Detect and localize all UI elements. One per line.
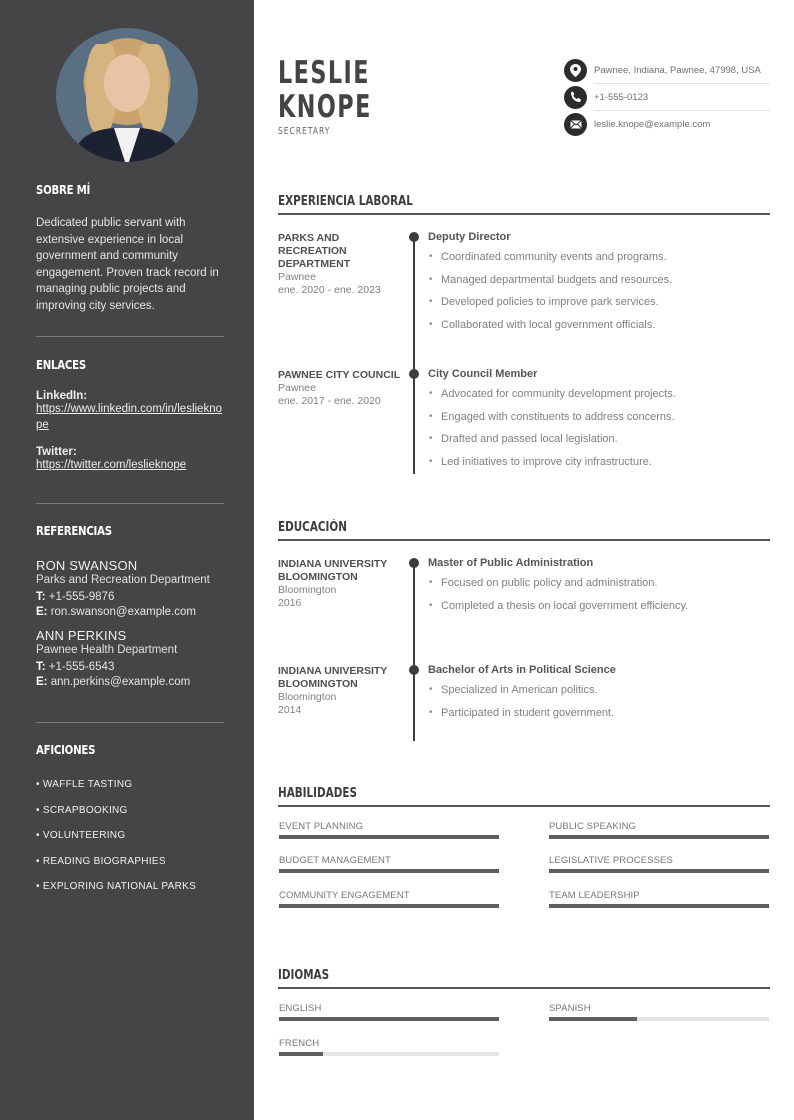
reference-email: ron.swanson@example.com bbox=[50, 606, 196, 618]
language-bar-fill bbox=[279, 1052, 323, 1056]
language-label: SPANISH bbox=[549, 1003, 591, 1014]
experience-detail bbox=[428, 231, 768, 341]
full-name bbox=[278, 56, 372, 124]
education-timeline bbox=[413, 563, 415, 741]
bullet-item: • Drafted and passed local legislation. bbox=[429, 433, 618, 445]
reference-org: Pawnee Health Department bbox=[36, 644, 178, 656]
linkedin-link[interactable]: https://www.linkedin.com/in/leslieknope bbox=[36, 403, 222, 431]
section-rule bbox=[278, 987, 770, 989]
about-text: Dedicated public servant with extensive experience in local government and community engagement. Proven track record in managing public projects and improving city services. bbox=[36, 217, 219, 312]
bullet-item: • Collaborated with local government officials. bbox=[429, 318, 656, 331]
degree-title: Master of Public Administration bbox=[428, 557, 594, 569]
location: Pawnee bbox=[278, 382, 316, 394]
skill-item bbox=[279, 821, 499, 839]
skill-bar bbox=[279, 869, 499, 873]
position-title: Deputy Director bbox=[428, 231, 511, 243]
phone-label: T: bbox=[36, 661, 46, 673]
hobby-item: • VOLUNTEERING bbox=[36, 830, 126, 841]
reference-email: ann.perkins@example.com bbox=[50, 676, 191, 688]
timeline-dot bbox=[409, 369, 419, 379]
skill-bar bbox=[549, 869, 769, 873]
skill-bar-fill bbox=[279, 904, 499, 908]
reference-item bbox=[36, 558, 224, 620]
section-rule bbox=[278, 539, 770, 541]
divider bbox=[36, 722, 224, 723]
location-pin-icon bbox=[564, 59, 587, 82]
hobby-label: SCRAPBOOKING bbox=[42, 804, 128, 816]
skill-bar bbox=[279, 835, 499, 839]
links-section bbox=[36, 358, 224, 474]
bullet-item: • Led initiatives to improve city infrastructure. bbox=[429, 455, 652, 468]
phone-icon bbox=[564, 86, 587, 109]
timeline-dot bbox=[409, 665, 419, 675]
experience-meta bbox=[278, 232, 403, 297]
hobby-label: EXPLORING NATIONAL PARKS bbox=[42, 881, 197, 892]
education-title: EDUCACIÓN bbox=[278, 520, 347, 535]
location: Bloomington bbox=[278, 691, 337, 703]
phone-label: T: bbox=[36, 591, 46, 603]
institution: INDIANA UNIVERSITY BLOOMINGTON bbox=[278, 665, 388, 690]
sidebar bbox=[0, 0, 254, 1120]
bullet-item: • Participated in student government. bbox=[429, 706, 615, 719]
education-detail bbox=[428, 664, 768, 729]
institution: INDIANA UNIVERSITY BLOOMINGTON bbox=[278, 558, 388, 583]
divider bbox=[36, 503, 224, 504]
mail-icon bbox=[564, 113, 587, 136]
education-meta bbox=[278, 558, 403, 610]
hobby-item: • SCRAPBOOKING bbox=[36, 804, 128, 816]
education-meta bbox=[278, 665, 403, 717]
skill-label: BUDGET MANAGEMENT bbox=[279, 855, 391, 866]
reference-phone: +1-555-9876 bbox=[48, 591, 115, 603]
bullet-item: • Developed policies to improve park services. bbox=[429, 296, 659, 308]
bullet-item: • Focused on public policy and administration. bbox=[429, 577, 658, 589]
timeline-dot bbox=[409, 232, 419, 242]
skill-bar-fill bbox=[279, 835, 499, 839]
skill-label: TEAM LEADERSHIP bbox=[549, 890, 640, 901]
last-name: KNOPE bbox=[278, 89, 372, 125]
experience-meta bbox=[278, 369, 403, 408]
references-section bbox=[36, 524, 224, 690]
skill-bar-fill bbox=[549, 904, 769, 908]
experience-title: EXPERIENCIA LABORAL bbox=[278, 194, 413, 209]
education-detail bbox=[428, 557, 768, 622]
hobby-label: READING BIOGRAPHIES bbox=[42, 855, 166, 867]
bullet-item: • Managed departmental budgets and resources. bbox=[429, 273, 673, 286]
email-label: E: bbox=[36, 676, 48, 688]
bullet-item: • Engaged with constituents to address concerns. bbox=[429, 410, 675, 423]
skill-label: LEGISLATIVE PROCESSES bbox=[549, 855, 673, 866]
organization: PAWNEE CITY COUNCIL bbox=[278, 369, 401, 381]
language-bar-fill bbox=[279, 1017, 499, 1021]
link-item-twitter bbox=[36, 446, 224, 474]
language-bar-fill bbox=[549, 1017, 637, 1021]
language-bar bbox=[279, 1017, 499, 1021]
reference-name: ANN PERKINS bbox=[36, 628, 127, 643]
skill-label: PUBLIC SPEAKING bbox=[549, 821, 637, 832]
skill-label: EVENT PLANNING bbox=[279, 821, 364, 832]
skill-item bbox=[279, 890, 499, 908]
contact-email bbox=[564, 111, 770, 137]
skill-bar bbox=[279, 904, 499, 908]
link-label: LinkedIn: bbox=[36, 390, 88, 402]
phone-text: +1-555-0123 bbox=[594, 91, 649, 103]
skill-bar-fill bbox=[279, 869, 499, 873]
location: Bloomington bbox=[278, 584, 337, 596]
languages-title: IDIOMAS bbox=[278, 968, 330, 983]
hobby-item: • WAFFLE TASTING bbox=[36, 779, 133, 790]
reference-item bbox=[36, 628, 224, 690]
language-item bbox=[549, 1003, 769, 1021]
language-item bbox=[279, 1038, 499, 1056]
timeline-dot bbox=[409, 558, 419, 568]
about-title: SOBRE MÍ bbox=[36, 183, 91, 197]
first-name: LESLIE bbox=[278, 55, 370, 91]
hobby-item: • READING BIOGRAPHIES bbox=[36, 855, 166, 867]
link-label: Twitter: bbox=[36, 446, 77, 458]
contact-address bbox=[564, 57, 770, 83]
bullet-item: • Completed a thesis on local government efficiency. bbox=[429, 599, 689, 612]
contact-phone bbox=[564, 84, 770, 110]
address-text: Pawnee, Indiana, Pawnee, 47998, USA bbox=[594, 64, 761, 76]
links-title: ENLACES bbox=[36, 358, 86, 372]
references-title: REFERENCIAS bbox=[36, 524, 112, 538]
language-bar bbox=[549, 1017, 769, 1021]
skill-bar-fill bbox=[549, 835, 769, 839]
experience-detail bbox=[428, 368, 768, 478]
skill-item bbox=[549, 890, 769, 908]
location: Pawnee bbox=[278, 271, 316, 283]
skill-bar bbox=[549, 904, 769, 908]
dates: ene. 2020 - ene. 2023 bbox=[278, 284, 381, 296]
profile-photo bbox=[56, 28, 198, 162]
language-label: ENGLISH bbox=[279, 1003, 322, 1014]
job-title: SECRETARY bbox=[278, 126, 331, 137]
degree-title: Bachelor of Arts in Political Science bbox=[428, 664, 616, 676]
skill-label: COMMUNITY ENGAGEMENT bbox=[279, 890, 410, 901]
bullet-item: • Coordinated community events and programs. bbox=[429, 251, 667, 263]
skill-item bbox=[549, 855, 769, 873]
experience-timeline bbox=[413, 237, 415, 474]
hobby-item: • EXPLORING NATIONAL PARKS bbox=[36, 881, 197, 892]
divider bbox=[36, 336, 224, 337]
dates: 2014 bbox=[278, 704, 302, 716]
bullet-item: • Advocated for community development projects. bbox=[429, 388, 676, 400]
link-item-linkedin bbox=[36, 390, 224, 433]
about-section bbox=[36, 183, 224, 314]
reference-phone: +1-555-6543 bbox=[48, 661, 115, 673]
section-rule bbox=[278, 213, 770, 215]
twitter-link[interactable]: https://twitter.com/leslieknope bbox=[36, 459, 187, 471]
hobby-label: WAFFLE TASTING bbox=[42, 779, 133, 790]
skills-title: HABILIDADES bbox=[278, 786, 357, 801]
email-text: leslie.knope@example.com bbox=[594, 118, 711, 130]
hobbies-title: AFICIONES bbox=[36, 743, 96, 757]
skill-item bbox=[549, 821, 769, 839]
hobbies-section bbox=[36, 743, 224, 907]
dates: ene. 2017 - ene. 2020 bbox=[278, 395, 381, 407]
skill-item bbox=[279, 855, 499, 873]
email-label: E: bbox=[36, 606, 48, 618]
skill-bar-fill bbox=[549, 869, 769, 873]
language-label: FRENCH bbox=[279, 1038, 320, 1049]
dates: 2016 bbox=[278, 597, 302, 609]
hobby-label: VOLUNTEERING bbox=[42, 830, 126, 841]
section-rule bbox=[278, 805, 770, 807]
reference-org: Parks and Recreation Department bbox=[36, 574, 210, 586]
language-item bbox=[279, 1003, 499, 1021]
organization: PARKS AND RECREATION DEPARTMENT bbox=[278, 232, 351, 270]
language-bar bbox=[279, 1052, 499, 1056]
skill-bar bbox=[549, 835, 769, 839]
position-title: City Council Member bbox=[428, 368, 538, 380]
bullet-item: • Specialized in American politics. bbox=[429, 684, 598, 696]
reference-name: RON SWANSON bbox=[36, 558, 138, 573]
